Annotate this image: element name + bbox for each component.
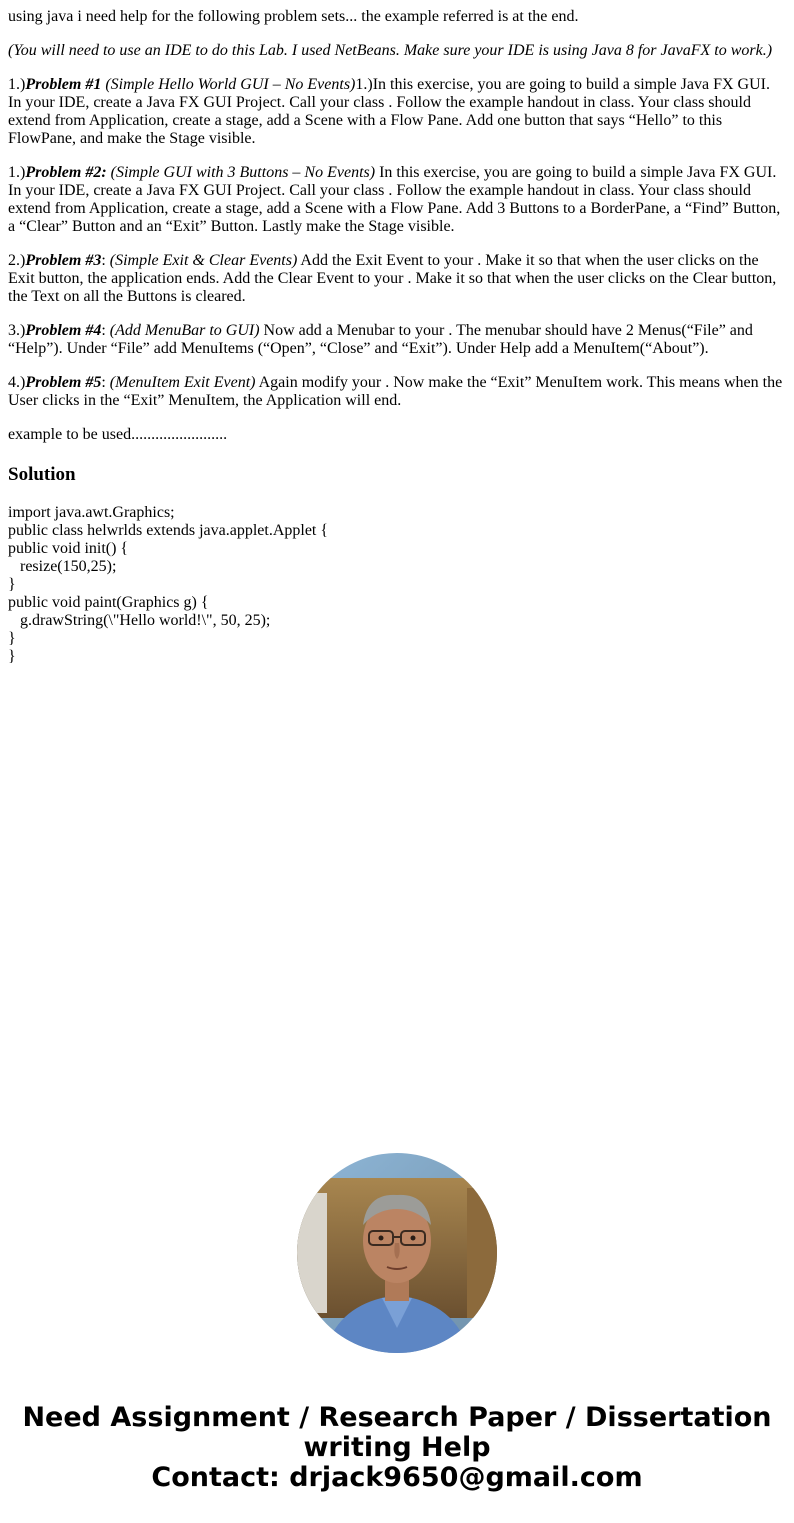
problem-label: Problem #1 <box>25 76 102 93</box>
example-note: example to be used........................ <box>8 426 228 443</box>
problem-label: Problem #4 <box>25 322 102 339</box>
problem-4: 3.)Problem #4: (Add MenuBar to GUI) Now add a Menubar to your . The menubar should have 2 Menus(“File” and “Help”). Under “File” add MenuItems (“Open”, “Close” and “Exit”). Under Help add a MenuItem(“About”). <box>8 322 753 357</box>
problem-2: 1.)Problem #2: (Simple GUI with 3 Buttons – No Events) In this exercise, you are going to build a simple Java FX GUI. In your IDE, create a Java FX GUI Project. Call your class . Follow the example handout in class. Your class should extend from Application, create a stage, add a Scene with a Flow Pane. Add 3 Buttons to a BorderPane, a “Find” Button, a “Clear” Button and an “Exit” Button. Lastly make the Stage visible. <box>8 164 781 235</box>
problem-subtitle: (Simple Hello World GUI – No Events) <box>105 76 356 93</box>
question-content <box>0 0 794 666</box>
problem-body: Add the Exit Event to your . Make it so that when the user clicks on the Exit button, the application ends. Add the Clear Event to your . Make it so that when the user clicks on the Clear button, the Text on all the Buttons is cleared. <box>8 252 777 305</box>
ide-note: (You will need to use an IDE to do this Lab. I used NetBeans. Make sure your IDE is using Java 8 for JavaFX to work.) <box>8 42 773 59</box>
code-line: } <box>8 630 16 647</box>
solution-heading: Solution <box>8 464 76 485</box>
code-line: import java.awt.Graphics; <box>8 504 175 521</box>
problem-subtitle: (Simple GUI with 3 Buttons – No Events) <box>110 164 376 181</box>
code-line: public class helwrlds extends java.applet.Applet { <box>8 522 329 539</box>
problem-1: 1.)Problem #1 (Simple Hello World GUI – No Events)1.)In this exercise, you are going to build a simple Java FX GUI. In your IDE, create a Java FX GUI Project. Call your class . Follow the example handout in class. Your class should extend from Application, create a stage, add a Scene with a Flow Pane. Add one button that says “Hello” to this FlowPane, and make the Stage visible. <box>8 76 770 147</box>
code-line: } <box>8 576 16 593</box>
problem-body: In this exercise, you are going to build a simple Java FX GUI. In your IDE, create a Java FX GUI Project. Call your class . Follow the example handout in class. Your class should extend from Application, create a stage, add a Scene with a Flow Pane. Add 3 Buttons to a BorderPane, a “Find” Button, a “Clear” Button and an “Exit” Button. Lastly make the Stage visible. <box>8 164 781 235</box>
problem-body: Again modify your . Now make the “Exit” MenuItem work. This means when the User clicks in the “Exit” MenuItem, the Application will end. <box>8 374 783 409</box>
problem-label: Problem #3 <box>25 252 102 269</box>
solution-code <box>8 504 786 666</box>
problem-subtitle: (Simple Exit & Clear Events) <box>109 252 298 269</box>
footer-contact <box>0 1403 794 1493</box>
problem-body: 1.)In this exercise, you are going to build a simple Java FX GUI. In your IDE, create a Java FX GUI Project. Call your class . Follow the example handout in class. Your class should extend from Application, create a stage, add a Scene with a Flow Pane. Add one button that says “Hello” to this FlowPane, and make the Stage visible. <box>8 76 770 147</box>
code-line: public void init() { <box>8 540 129 557</box>
tutor-portrait-image <box>297 1153 497 1353</box>
code-line: g.drawString(\"Hello world!\", 50, 25); <box>8 612 271 629</box>
code-line: resize(150,25); <box>8 558 117 575</box>
footer-contact-email: Contact: drjack9650@gmail.com <box>151 1462 643 1493</box>
footer-line-1: Need Assignment / Research Paper / Dissertation <box>22 1402 772 1433</box>
problem-body: Now add a Menubar to your . The menubar should have 2 Menus(“File” and “Help”). Under “File” add MenuItems (“Open”, “Close” and “Exit”). Under Help add a MenuItem(“About”). <box>8 322 753 357</box>
footer-line-2: writing Help <box>303 1432 491 1463</box>
problem-5: 4.)Problem #5: (MenuItem Exit Event) Again modify your . Now make the “Exit” MenuItem work. This means when the User clicks in the “Exit” MenuItem, the Application will end. <box>8 374 783 409</box>
problem-label: Problem #5 <box>25 374 102 391</box>
problem-3: 2.)Problem #3: (Simple Exit & Clear Events) Add the Exit Event to your . Make it so that when the user clicks on the Exit button, the application ends. Add the Clear Event to your . Make it so that when the user clicks on the Clear button, the Text on all the Buttons is cleared. <box>8 252 777 305</box>
code-line: public void paint(Graphics g) { <box>8 594 209 611</box>
problem-subtitle: (MenuItem Exit Event) <box>109 374 256 391</box>
tutor-avatar <box>297 1153 497 1353</box>
problem-label: Problem #2: <box>25 164 107 181</box>
problem-subtitle: (Add MenuBar to GUI) <box>109 322 260 339</box>
intro-text: using java i need help for the following problem sets... the example referred is at the end. <box>8 8 579 25</box>
code-line: } <box>8 648 16 665</box>
